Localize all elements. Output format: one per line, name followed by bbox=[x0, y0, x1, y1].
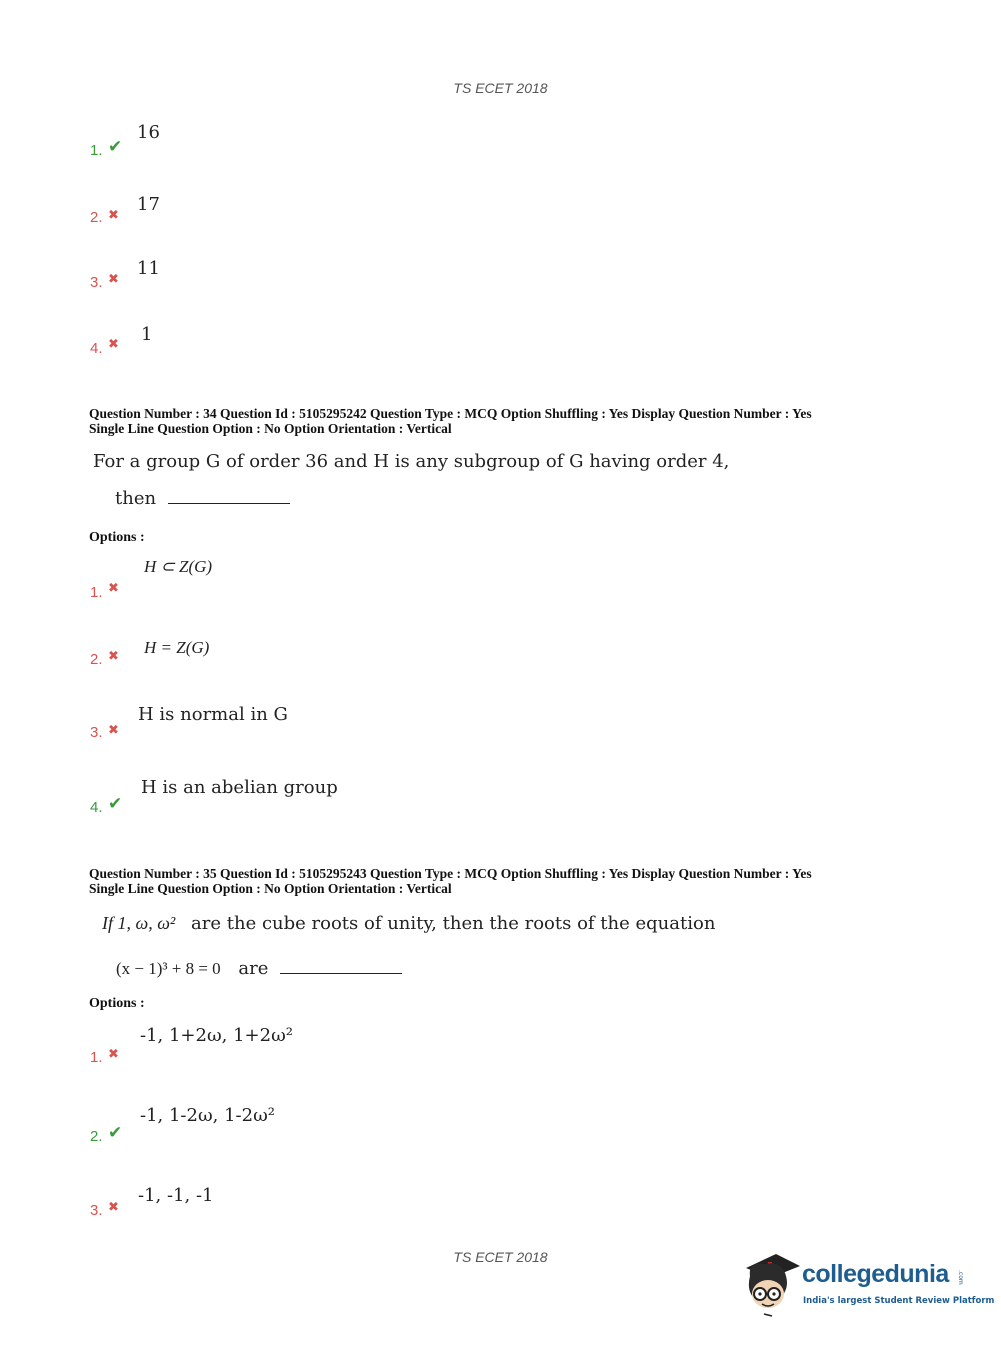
q34-question-line2 bbox=[115, 488, 290, 509]
option-text: H ⊂ Z(G) bbox=[144, 557, 213, 576]
option-text: H is normal in G bbox=[138, 704, 288, 725]
incorrect-cross-icon: ✖ bbox=[108, 208, 119, 223]
page-header: TS ECET 2018 bbox=[453, 80, 548, 96]
q34-meta-line1: Question Number : 34 Question Id : 5105295242 Question Type : MCQ Option Shuffling : Yes Display Question Number : Yes bbox=[89, 406, 812, 421]
incorrect-cross-icon: ✖ bbox=[108, 1047, 119, 1062]
option-text: 16 bbox=[137, 122, 160, 143]
incorrect-cross-icon: ✖ bbox=[108, 337, 119, 352]
brand-tagline: India's largest Student Review Platform bbox=[803, 1296, 995, 1306]
answer-blank bbox=[168, 502, 290, 504]
option-text: 17 bbox=[137, 194, 160, 215]
q35-meta-line1: Question Number : 35 Question Id : 5105295243 Question Type : MCQ Option Shuffling : Yes Display Question Number : Yes bbox=[89, 866, 812, 881]
incorrect-cross-icon: ✖ bbox=[108, 723, 119, 738]
q35-options-label: Options : bbox=[89, 996, 145, 1011]
brand-name: collegedunia bbox=[802, 1260, 949, 1288]
q35-option-3 bbox=[0, 1184, 900, 1244]
option-number: 2. bbox=[90, 651, 103, 668]
q34-meta-line2: Single Line Question Option : No Option Orientation : Vertical bbox=[89, 421, 452, 436]
incorrect-cross-icon: ✖ bbox=[108, 649, 119, 664]
option-number: 1. bbox=[90, 142, 103, 159]
q34-question-then: then bbox=[115, 488, 157, 509]
q34-question-line1: For a group G of order 36 and H is any subgroup of G having order 4, bbox=[93, 451, 730, 472]
mascot-icon bbox=[742, 1250, 802, 1322]
option-number: 3. bbox=[90, 1202, 103, 1219]
q35-meta-line2: Single Line Question Option : No Option Orientation : Vertical bbox=[89, 881, 452, 896]
option-number: 2. bbox=[90, 1128, 103, 1145]
q35-question-line2 bbox=[116, 958, 402, 979]
q33-option-3 bbox=[0, 257, 900, 317]
option-text: H = Z(G) bbox=[144, 638, 210, 657]
q33-option-1 bbox=[0, 120, 900, 180]
option-number: 1. bbox=[90, 1049, 103, 1066]
option-text: -1, -1, -1 bbox=[138, 1185, 214, 1206]
q35-meta bbox=[89, 866, 949, 896]
option-number: 3. bbox=[90, 724, 103, 741]
incorrect-cross-icon: ✖ bbox=[108, 1200, 119, 1215]
q35-option-1 bbox=[0, 1024, 900, 1084]
option-number: 3. bbox=[90, 274, 103, 291]
answer-blank bbox=[280, 972, 402, 974]
q34-option-1 bbox=[0, 556, 900, 616]
brand-suffix: .com bbox=[957, 1270, 964, 1285]
correct-check-icon: ✔ bbox=[108, 1123, 123, 1143]
option-text: 11 bbox=[137, 258, 160, 279]
option-number: 2. bbox=[90, 209, 103, 226]
page-footer: TS ECET 2018 bbox=[453, 1249, 548, 1265]
incorrect-cross-icon: ✖ bbox=[108, 581, 119, 596]
q35-roots-expression: If 1, ω, ω² bbox=[102, 913, 176, 933]
q35-question-are: are bbox=[238, 958, 269, 979]
option-number: 1. bbox=[90, 584, 103, 601]
option-text: 1 bbox=[141, 324, 153, 345]
q34-meta bbox=[89, 406, 949, 436]
q34-option-2 bbox=[0, 637, 900, 697]
collegedunia-logo bbox=[742, 1250, 995, 1320]
correct-check-icon: ✔ bbox=[108, 137, 123, 157]
q35-option-2 bbox=[0, 1104, 900, 1164]
q35-question-line1 bbox=[102, 913, 715, 934]
option-text: H is an abelian group bbox=[141, 777, 338, 798]
option-text: -1, 1-2ω, 1-2ω² bbox=[140, 1105, 275, 1126]
option-text: -1, 1+2ω, 1+2ω² bbox=[140, 1025, 293, 1046]
option-number: 4. bbox=[90, 799, 103, 816]
q34-option-4 bbox=[0, 776, 900, 836]
q35-equation: (x − 1)³ + 8 = 0 bbox=[116, 959, 221, 978]
incorrect-cross-icon: ✖ bbox=[108, 272, 119, 287]
q35-question-text: are the cube roots of unity, then the roots of the equation bbox=[191, 913, 716, 934]
q34-options-label: Options : bbox=[89, 530, 145, 545]
option-number: 4. bbox=[90, 340, 103, 357]
correct-check-icon: ✔ bbox=[108, 794, 123, 814]
q33-option-4 bbox=[0, 323, 900, 383]
q34-option-3 bbox=[0, 703, 900, 763]
q33-option-2 bbox=[0, 192, 900, 252]
